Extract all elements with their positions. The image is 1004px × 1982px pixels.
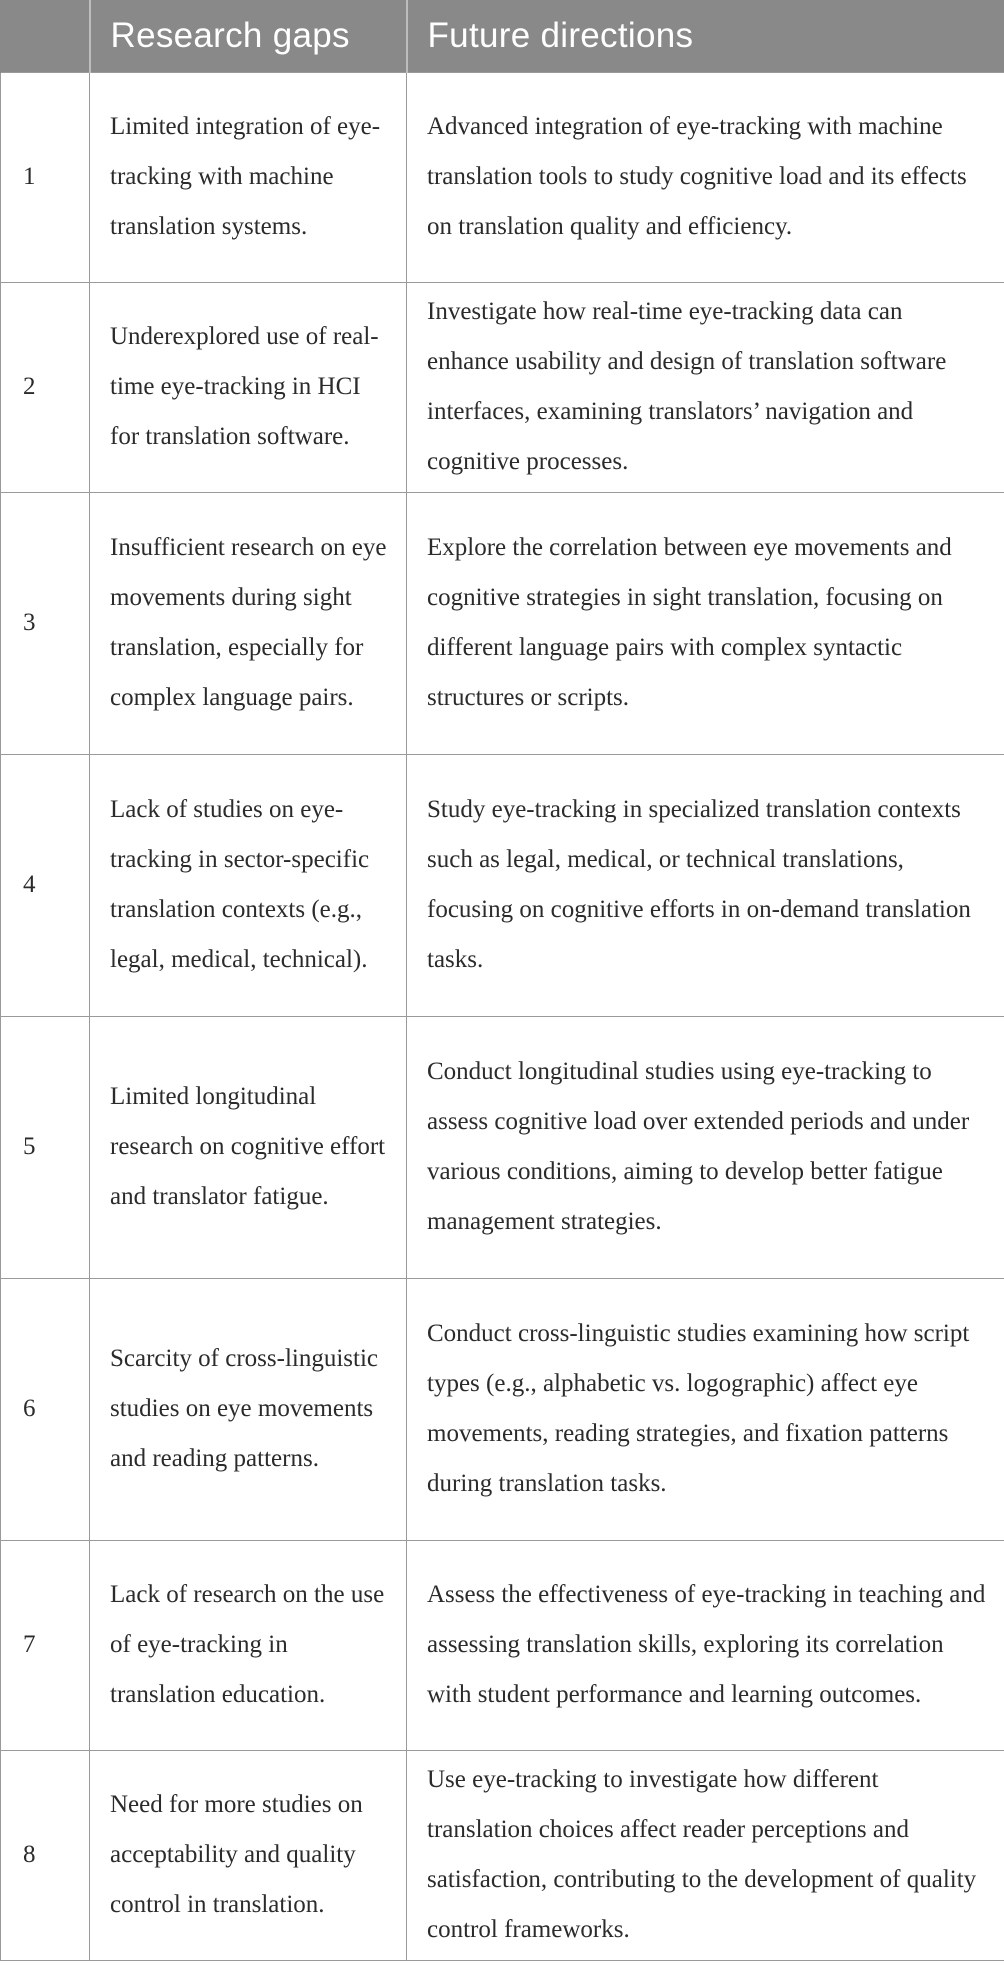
research-gap-cell: Limited integration of eye-tracking with machine translation systems. <box>90 72 407 282</box>
header-number <box>1 0 90 72</box>
table-row <box>1 1540 1004 1750</box>
research-gap-cell: Underexplored use of real-time eye-tracking in HCI for translation software. <box>90 282 407 492</box>
header-future-directions: Future directions <box>407 0 1004 72</box>
research-gap-cell: Lack of studies on eye-tracking in sector-specific translation contexts (e.g., legal, medical, technical). <box>90 754 407 1016</box>
row-number: 5 <box>1 1016 90 1278</box>
header-row <box>1 0 1004 72</box>
row-number: 1 <box>1 72 90 282</box>
future-direction-cell: Use eye-tracking to investigate how different translation choices affect reader perceptions and satisfaction, contributing to the development of quality control frameworks. <box>407 1750 1004 1960</box>
future-direction-cell: Advanced integration of eye-tracking with machine translation tools to study cognitive load and its effects on translation quality and efficiency. <box>407 72 1004 282</box>
header-research-gaps: Research gaps <box>90 0 407 72</box>
future-direction-cell: Conduct cross-linguistic studies examining how script types (e.g., alphabetic vs. logographic) affect eye movements, reading strategies, and fixation patterns during translation tasks. <box>407 1278 1004 1540</box>
row-number: 7 <box>1 1540 90 1750</box>
research-gap-cell: Scarcity of cross-linguistic studies on eye movements and reading patterns. <box>90 1278 407 1540</box>
future-direction-cell: Investigate how real-time eye-tracking data can enhance usability and design of translation software interfaces, examining translators’ navigation and cognitive processes. <box>407 282 1004 492</box>
row-number: 4 <box>1 754 90 1016</box>
future-direction-cell: Conduct longitudinal studies using eye-tracking to assess cognitive load over extended periods and under various conditions, aiming to develop better fatigue management strategies. <box>407 1016 1004 1278</box>
table-row <box>1 72 1004 282</box>
research-gap-cell: Limited longitudinal research on cognitive effort and translator fatigue. <box>90 1016 407 1278</box>
table-header <box>1 0 1004 72</box>
row-number: 8 <box>1 1750 90 1960</box>
table-row <box>1 754 1004 1016</box>
research-gap-cell: Lack of research on the use of eye-tracking in translation education. <box>90 1540 407 1750</box>
row-number: 6 <box>1 1278 90 1540</box>
table-body <box>1 72 1004 1960</box>
row-number: 2 <box>1 282 90 492</box>
research-gap-cell: Insufficient research on eye movements during sight translation, especially for complex language pairs. <box>90 492 407 754</box>
table-row <box>1 282 1004 492</box>
table-row <box>1 1016 1004 1278</box>
research-gap-cell: Need for more studies on acceptability and quality control in translation. <box>90 1750 407 1960</box>
table-row <box>1 1750 1004 1960</box>
table-row <box>1 1278 1004 1540</box>
future-direction-cell: Study eye-tracking in specialized translation contexts such as legal, medical, or technical translations, focusing on cognitive efforts in on-demand translation tasks. <box>407 754 1004 1016</box>
future-direction-cell: Assess the effectiveness of eye-tracking in teaching and assessing translation skills, exploring its correlation with student performance and learning outcomes. <box>407 1540 1004 1750</box>
future-direction-cell: Explore the correlation between eye movements and cognitive strategies in sight translation, focusing on different language pairs with complex syntactic structures or scripts. <box>407 492 1004 754</box>
table-row <box>1 492 1004 754</box>
row-number: 3 <box>1 492 90 754</box>
